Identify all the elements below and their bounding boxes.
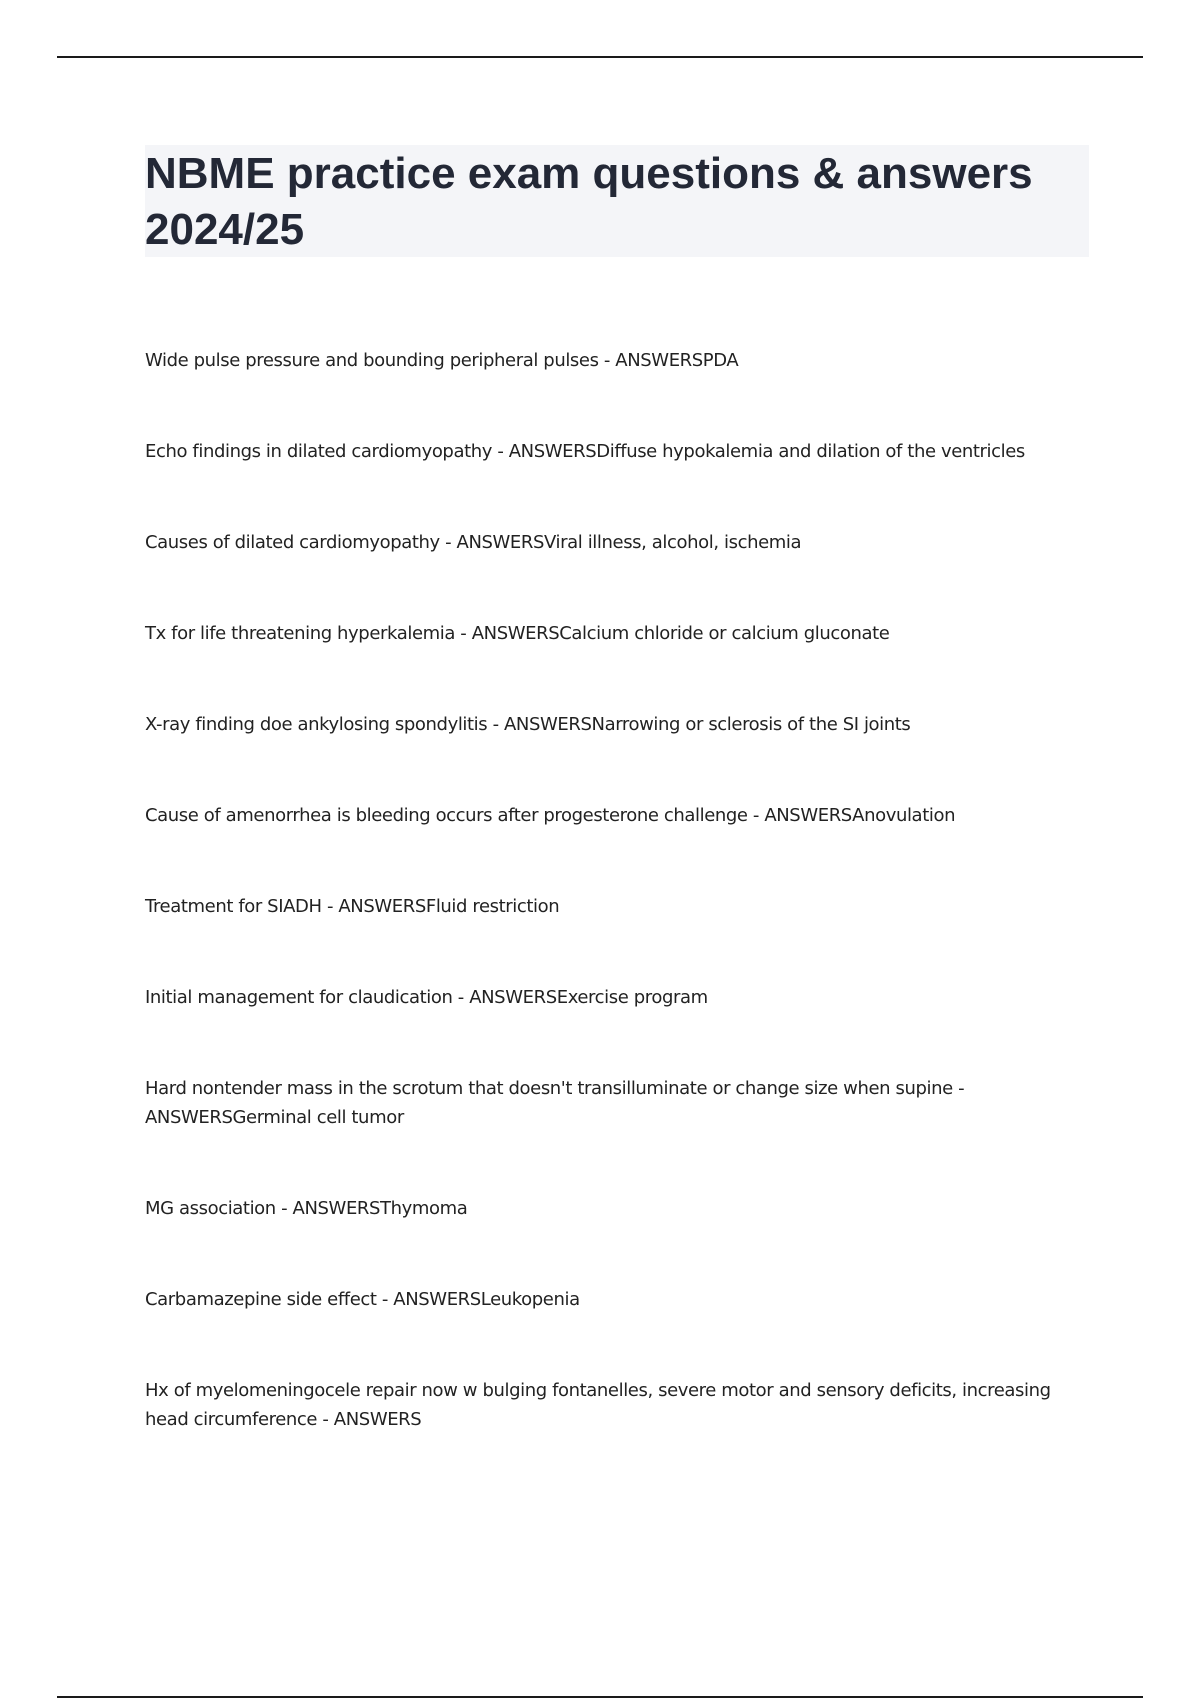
qa-item: Hx of myelomeningocele repair now w bulging fontanelles, severe motor and sensory deficits, increasing head circumference - ANSWERS [145, 1380, 1051, 1430]
qa-item: Echo findings in dilated cardiomyopathy - ANSWERSDiffuse hypokalemia and dilation of the ventricles [145, 441, 1025, 462]
bottom-rule [57, 1696, 1143, 1698]
qa-item: MG association - ANSWERSThymoma [145, 1198, 468, 1219]
top-rule [57, 56, 1143, 58]
qa-item: Causes of dilated cardiomyopathy - ANSWERSViral illness, alcohol, ischemia [145, 532, 802, 553]
qa-item: Tx for life threatening hyperkalemia - ANSWERSCalcium chloride or calcium gluconate [145, 623, 890, 644]
qa-item: Hard nontender mass in the scrotum that doesn't transilluminate or change size when supine - ANSWERSGerminal cell tumor [145, 1078, 965, 1128]
qa-item: Cause of amenorrhea is bleeding occurs after progesterone challenge - ANSWERSAnovulation [145, 805, 956, 826]
qa-item: X-ray finding doe ankylosing spondylitis - ANSWERSNarrowing or sclerosis of the SI joints [145, 714, 911, 735]
qa-item: Wide pulse pressure and bounding peripheral pulses - ANSWERSPDA [145, 350, 739, 371]
qa-list [145, 346, 1095, 1496]
qa-item: Treatment for SIADH - ANSWERSFluid restriction [145, 896, 560, 917]
document-title: NBME practice exam questions & answers 2024/25 [145, 149, 1033, 254]
qa-item: Carbamazepine side effect - ANSWERSLeukopenia [145, 1289, 580, 1310]
qa-item: Initial management for claudication - ANSWERSExercise program [145, 987, 708, 1008]
